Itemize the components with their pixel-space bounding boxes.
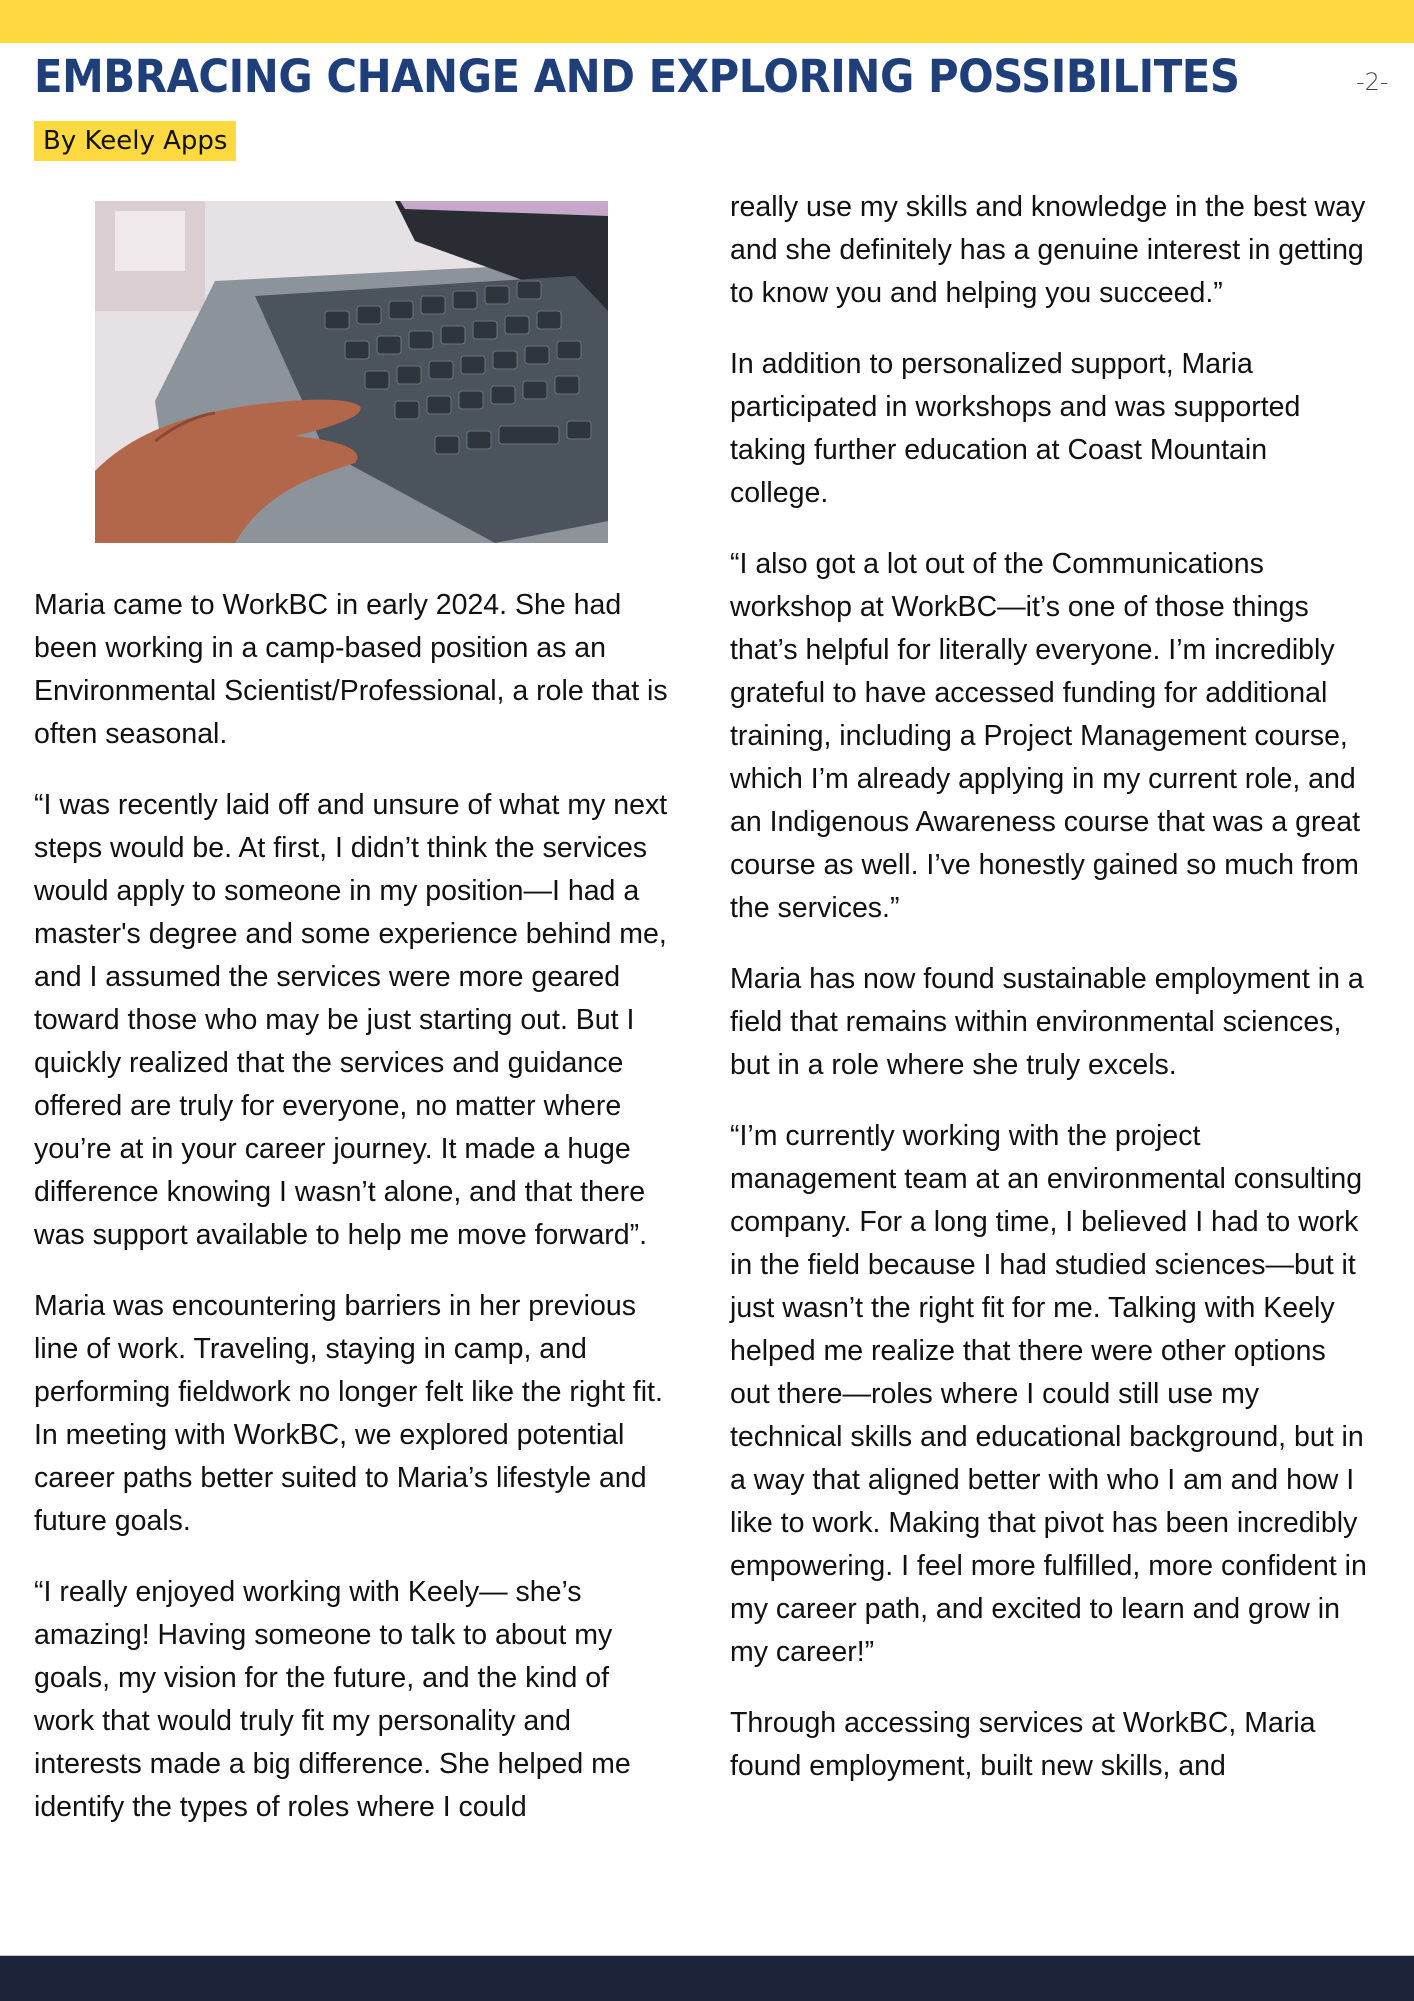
paragraph: Maria has now found sustainable employment in a field that remains within environmental sciences, but in a role where she truly excels. (730, 963, 1364, 1081)
laptop-keyboard-icon (95, 201, 608, 543)
paragraph: “I also got a lot out of the Communications workshop at WorkBC—it’s one of those things that’s helpful for literally everyone. I’m incredibly grateful to have accessed funding for additional training, including a Project Management course, which I’m already applying in my current role, and an Indigenous Awareness course that was a great course as well. I’ve honestly gained so much from the services.” (730, 548, 1361, 924)
paragraph: Maria came to WorkBC in early 2024. She had been working in a camp-based position as an Environmental Scientist/Professional, a role that is often seasonal. (34, 589, 668, 750)
right-column (730, 186, 1370, 1816)
article-title: EMBRACING CHANGE AND EXPLORING POSSIBILITES (34, 50, 1240, 103)
author-byline: By Keely Apps (34, 121, 236, 161)
paragraph: “I really enjoyed working with Keely— she’s amazing! Having someone to talk to about my goals, my vision for the future, and the kind of work that would truly fit my personality and interests made a big difference. She helped me identify the types of roles where I could (34, 1576, 631, 1823)
paragraph: Maria was encountering barriers in her previous line of work. Traveling, staying in camp, and performing fieldwork no longer felt like the right fit. In meeting with WorkBC, we explored potential career paths better suited to Maria’s lifestyle and future goals. (34, 1290, 663, 1537)
left-column (34, 584, 674, 1857)
paragraph: “I’m currently working with the project management team at an environmental consulting company. For a long time, I believed I had to work in the field because I had studied sciences—but it just wasn’t the right fit for me. Talking with Keely helped me realize that there were other options out there—roles where I could still use my technical skills and educational background, but in a way that aligned better with who I am and how I like to work. Making that pivot has been incredibly empowering. I feel more fulfilled, more confident in my career path, and excited to learn and grow in my career!” (730, 1120, 1367, 1668)
paragraph: In addition to personalized support, Maria participated in workshops and was supported taking further education at Coast Mountain college. (730, 348, 1301, 509)
paragraph: “I was recently laid off and unsure of what my next steps would be. At first, I didn’t think the services would apply to someone in my position—I had a master's degree and some experience behind me, and I assumed the services were more geared toward those who may be just starting out. But I quickly realized that the services and guidance offered are truly for everyone, no matter where you’re at in your career journey. It made a huge difference knowing I wasn’t alone, and that there was support available to help me move forward”. (34, 789, 668, 1251)
paragraph: really use my skills and knowledge in the best way and she definitely has a genuine interest in getting to know you and helping you succeed.” (730, 191, 1366, 309)
top-accent-band (0, 0, 1414, 43)
footer-band (0, 1955, 1414, 2001)
paragraph: Through accessing services at WorkBC, Maria found employment, built new skills, and (730, 1707, 1316, 1782)
laptop-photo (95, 201, 608, 543)
page-number: -2- (1356, 68, 1389, 96)
